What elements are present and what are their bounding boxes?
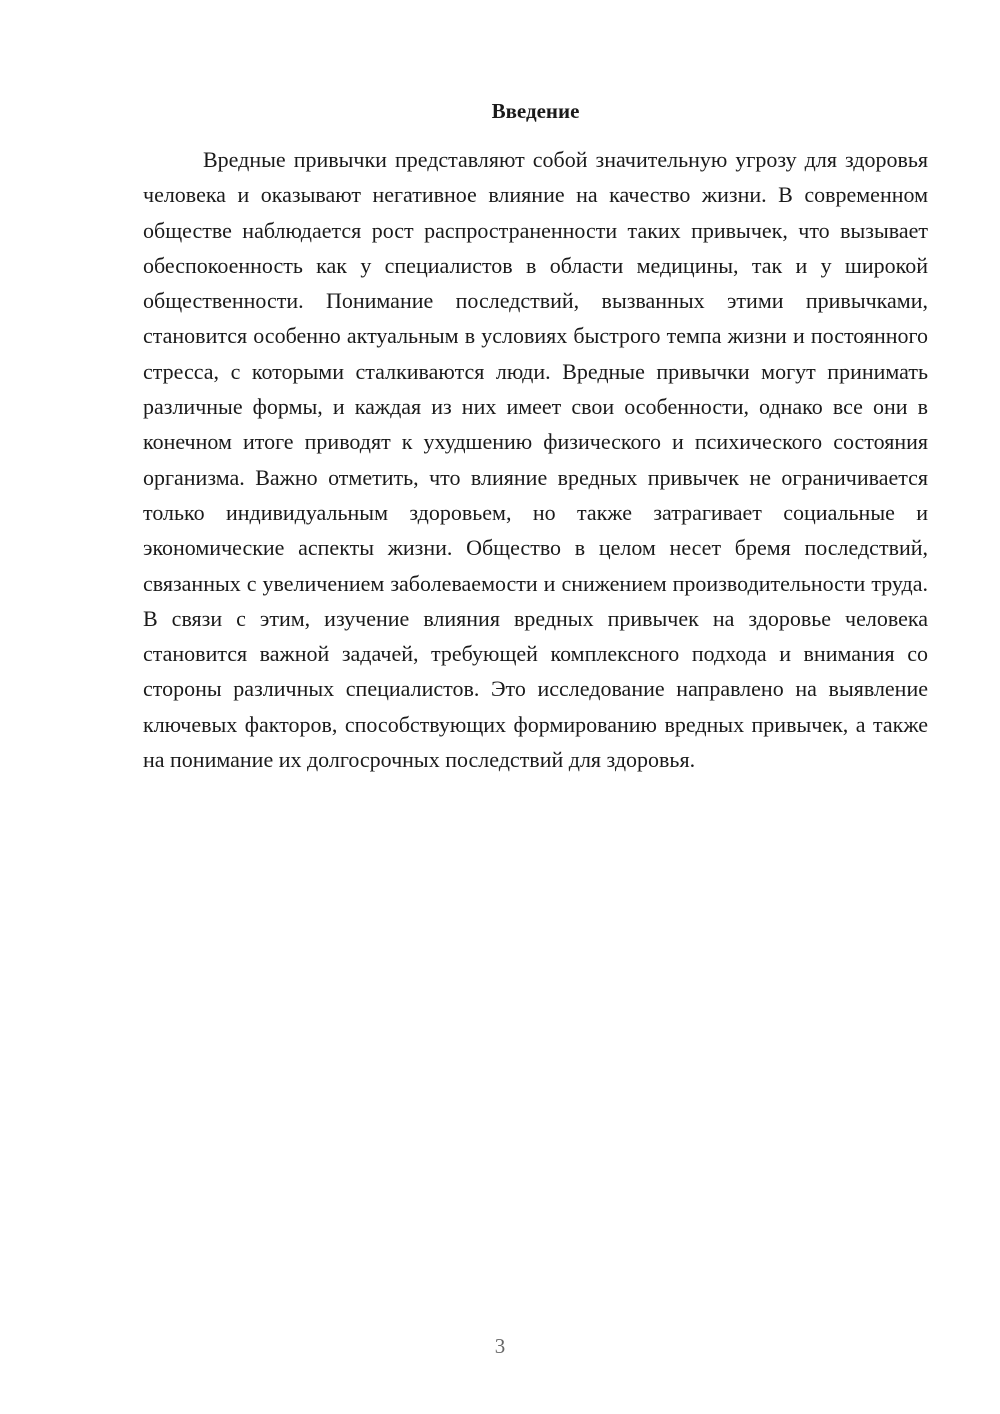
body-paragraph: Вредные привычки представляют собой значительную угрозу для здоровья человека и оказывают негативное влияние на качество жизни. В современном обществе наблюдается рост распространенности таких привычек, что вызывает обеспокоенность как у специалистов в области медицины, так и у широкой общественности. Понимание последствий, вызванных этими привычками, становится особенно актуальным в условиях быстрого темпа жизни и постоянного стресса, с которыми сталкиваются люди. Вредные привычки могут принимать различные формы, и каждая из них имеет свои особенности, однако все они в конечном итоге приводят к ухудшению физического и психического состояния организма. Важно отметить, что влияние вредных привычек не ограничивается только индивидуальным здоровьем, но также затрагивает социальные и экономические аспекты жизни. Общество в целом несет бремя последствий, связанных с увеличением заболеваемости и снижением производительности труда. В связи с этим, изучение влияния вредных привычек на здоровье человека становится важной задачей, требующей комплексного подхода и внимания со стороны различных специалистов. Это исследование направлено на выявление ключевых факторов, способствующих формированию вредных привычек, а также на понимание их долгосрочных последствий для здоровья. [143, 147, 928, 773]
page-number: 3 [494, 1334, 506, 1358]
section-heading: Введение [491, 99, 580, 123]
